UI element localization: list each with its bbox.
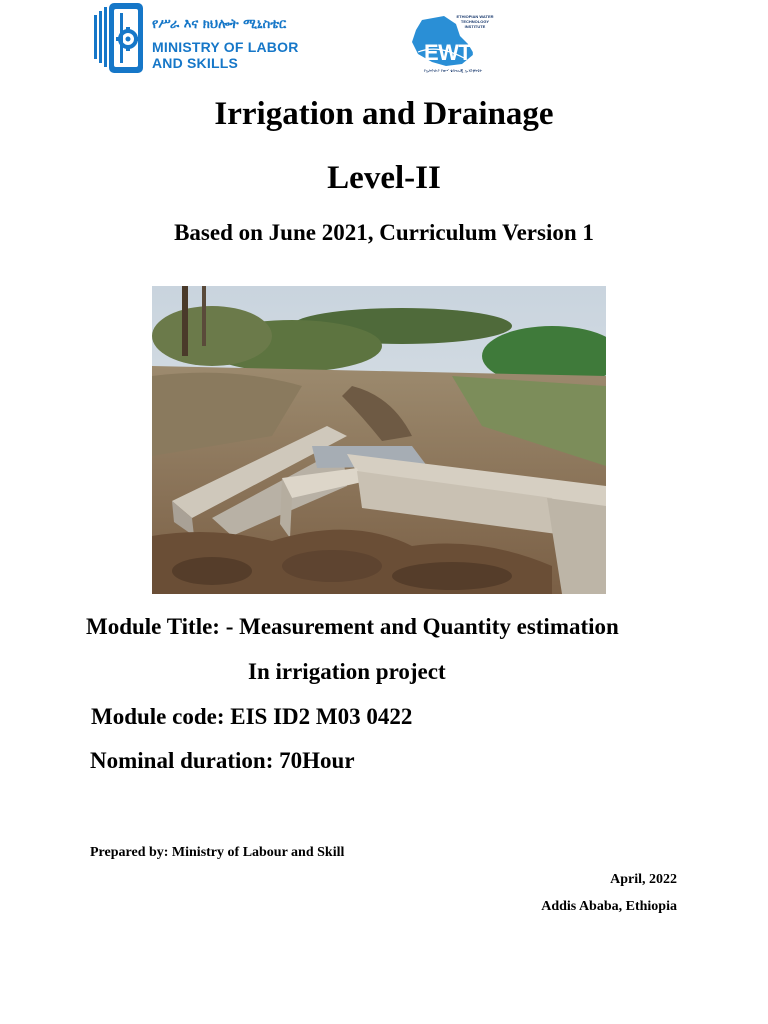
- ewti-logo: [408, 14, 494, 76]
- document-title: Irrigation and Drainage: [214, 96, 554, 132]
- prepared-by: Prepared by: Ministry of Labour and Skill: [90, 845, 345, 860]
- curriculum-version: Based on June 2021, Curriculum Version 1: [174, 220, 594, 245]
- ministry-name-amharic: የሥራ እና ክህሎት ሚኒስቴር: [152, 17, 287, 32]
- cover-photo: [152, 286, 606, 594]
- ministry-name-line2: AND SKILLS: [152, 55, 238, 71]
- ewti-institute-amharic: የኢትዮጵያ የውሃ ቴክኖሎጂ ኢንስቲትዩት: [423, 68, 483, 73]
- ministry-logo: [94, 3, 299, 75]
- module-title-continued: In irrigation project: [248, 659, 446, 684]
- ministry-name-line1: MINISTRY OF LABOR: [152, 39, 299, 55]
- module-title: Module Title: - Measurement and Quantity estimation: [86, 614, 619, 639]
- publication-date: April, 2022: [610, 872, 677, 887]
- module-code: Module code: EIS ID2 M03 0422: [91, 704, 413, 729]
- publication-place: Addis Ababa, Ethiopia: [541, 899, 677, 914]
- ministry-emblem-icon: [94, 3, 150, 75]
- level-title: Level-II: [327, 160, 441, 196]
- irrigation-channel-photo: [152, 286, 606, 594]
- nominal-duration: Nominal duration: 70Hour: [90, 748, 355, 773]
- ewti-institute-name: ETHIOPIAN WATER TECHNOLOGY INSTITUTE: [456, 14, 494, 29]
- ewti-brand-text: EWTI: [424, 40, 477, 65]
